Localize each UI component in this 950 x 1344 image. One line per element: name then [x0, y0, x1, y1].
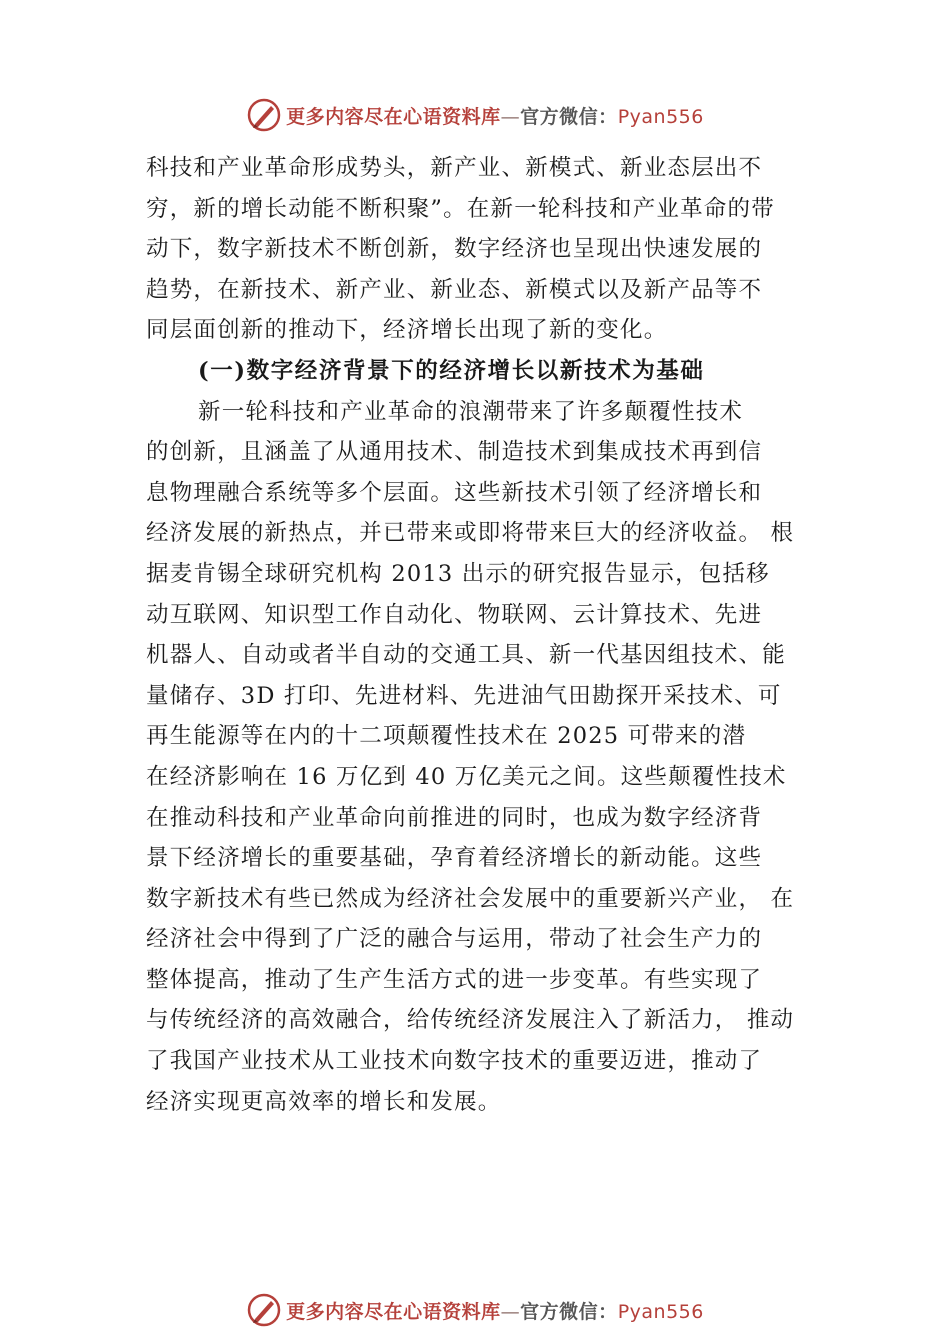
banner-wechat-id: Pyan556: [617, 105, 704, 128]
paragraph-line: 了我国产业技术从工业技术向数字技术的重要迈进，推动了: [146, 1048, 763, 1075]
banner-dash: —: [500, 105, 521, 128]
paragraph-line: 量储存、3D 打印、先进材料、先进油气田勘探开采技术、可: [146, 682, 782, 709]
banner-dash: —: [500, 1300, 521, 1323]
paragraph-line: 息物理融合系统等多个层面。这些新技术引领了经济增长和: [146, 479, 763, 506]
pen-logo-icon: [246, 97, 282, 133]
paragraph-line: 景下经济增长的重要基础，孕育着经济增长的新动能。这些: [146, 845, 763, 872]
paragraph-line: 的创新，且涵盖了从通用技术、制造技术到集成技术再到信: [146, 439, 763, 466]
paragraph-line: 经济实现更高效率的增长和发展。: [146, 1088, 502, 1115]
banner-site-text: 更多内容尽在心语资料库: [286, 1300, 501, 1323]
paragraph-line: 科技和产业革命形成势头，新产业、新模式、新业态层出不: [146, 155, 763, 181]
paragraph-line: 在经济影响在 16 万亿到 40 万亿美元之间。这些颠覆性技术: [146, 763, 787, 790]
paragraph-line: 机器人、自动或者半自动的交通工具、新一代基因组技术、能: [146, 642, 786, 669]
header-banner: [0, 95, 950, 135]
paragraph-line: 再生能源等在内的十二项颠覆性技术在 2025 可带来的潜: [146, 723, 747, 750]
document-body: [146, 148, 818, 1122]
banner-wechat-label: 官方微信：: [520, 1300, 618, 1323]
paragraph-line: 与传统经济的高效融合，给传统经济发展注入了新活力， 推动: [146, 1007, 795, 1034]
paragraph-line: 据麦肯锡全球研究机构 2013 出示的研究报告显示，包括移: [146, 560, 770, 587]
paragraph-line: 数字新技术有些已然成为经济社会发展中的重要新兴产业， 在: [146, 885, 795, 912]
paragraph-line: 整体提高，推动了生产生活方式的进一步变革。有些实现了: [146, 966, 763, 993]
paragraph-line: 同层面创新的推动下，经济增长出现了新的变化。: [146, 317, 668, 344]
paragraph-line: 动互联网、知识型工作自动化、物联网、云计算技术、先进: [146, 601, 763, 628]
banner-site-text: 更多内容尽在心语资料库: [286, 105, 501, 128]
pen-logo-icon: [246, 1292, 282, 1328]
banner-wechat-label: 官方微信：: [520, 105, 618, 128]
paragraph-line: 穷，新的增长动能不断积聚”。在新一轮科技和产业革命的带: [146, 195, 775, 222]
section-heading: (一)数字经济背景下的经济增长以新技术为基础: [198, 357, 705, 384]
paragraph-line: 在推动科技和产业革命向前推进的同时，也成为数字经济背: [146, 804, 763, 831]
paragraph-line: 经济社会中得到了广泛的融合与运用，带动了社会生产力的: [146, 926, 763, 953]
banner-wechat-id: Pyan556: [617, 1300, 704, 1323]
paragraph-line: 趋势，在新技术、新产业、新业态、新模式以及新产品等不: [146, 276, 763, 303]
paragraph-line: 动下，数字新技术不断创新，数字经济也呈现出快速发展的: [146, 236, 763, 263]
footer-banner: [0, 1290, 950, 1330]
paragraph-line: 经济发展的新热点，并已带来或即将带来巨大的经济收益。 根: [146, 520, 795, 547]
paragraph-line: 新一轮科技和产业革命的浪潮带来了许多颠覆性技术: [198, 398, 744, 425]
